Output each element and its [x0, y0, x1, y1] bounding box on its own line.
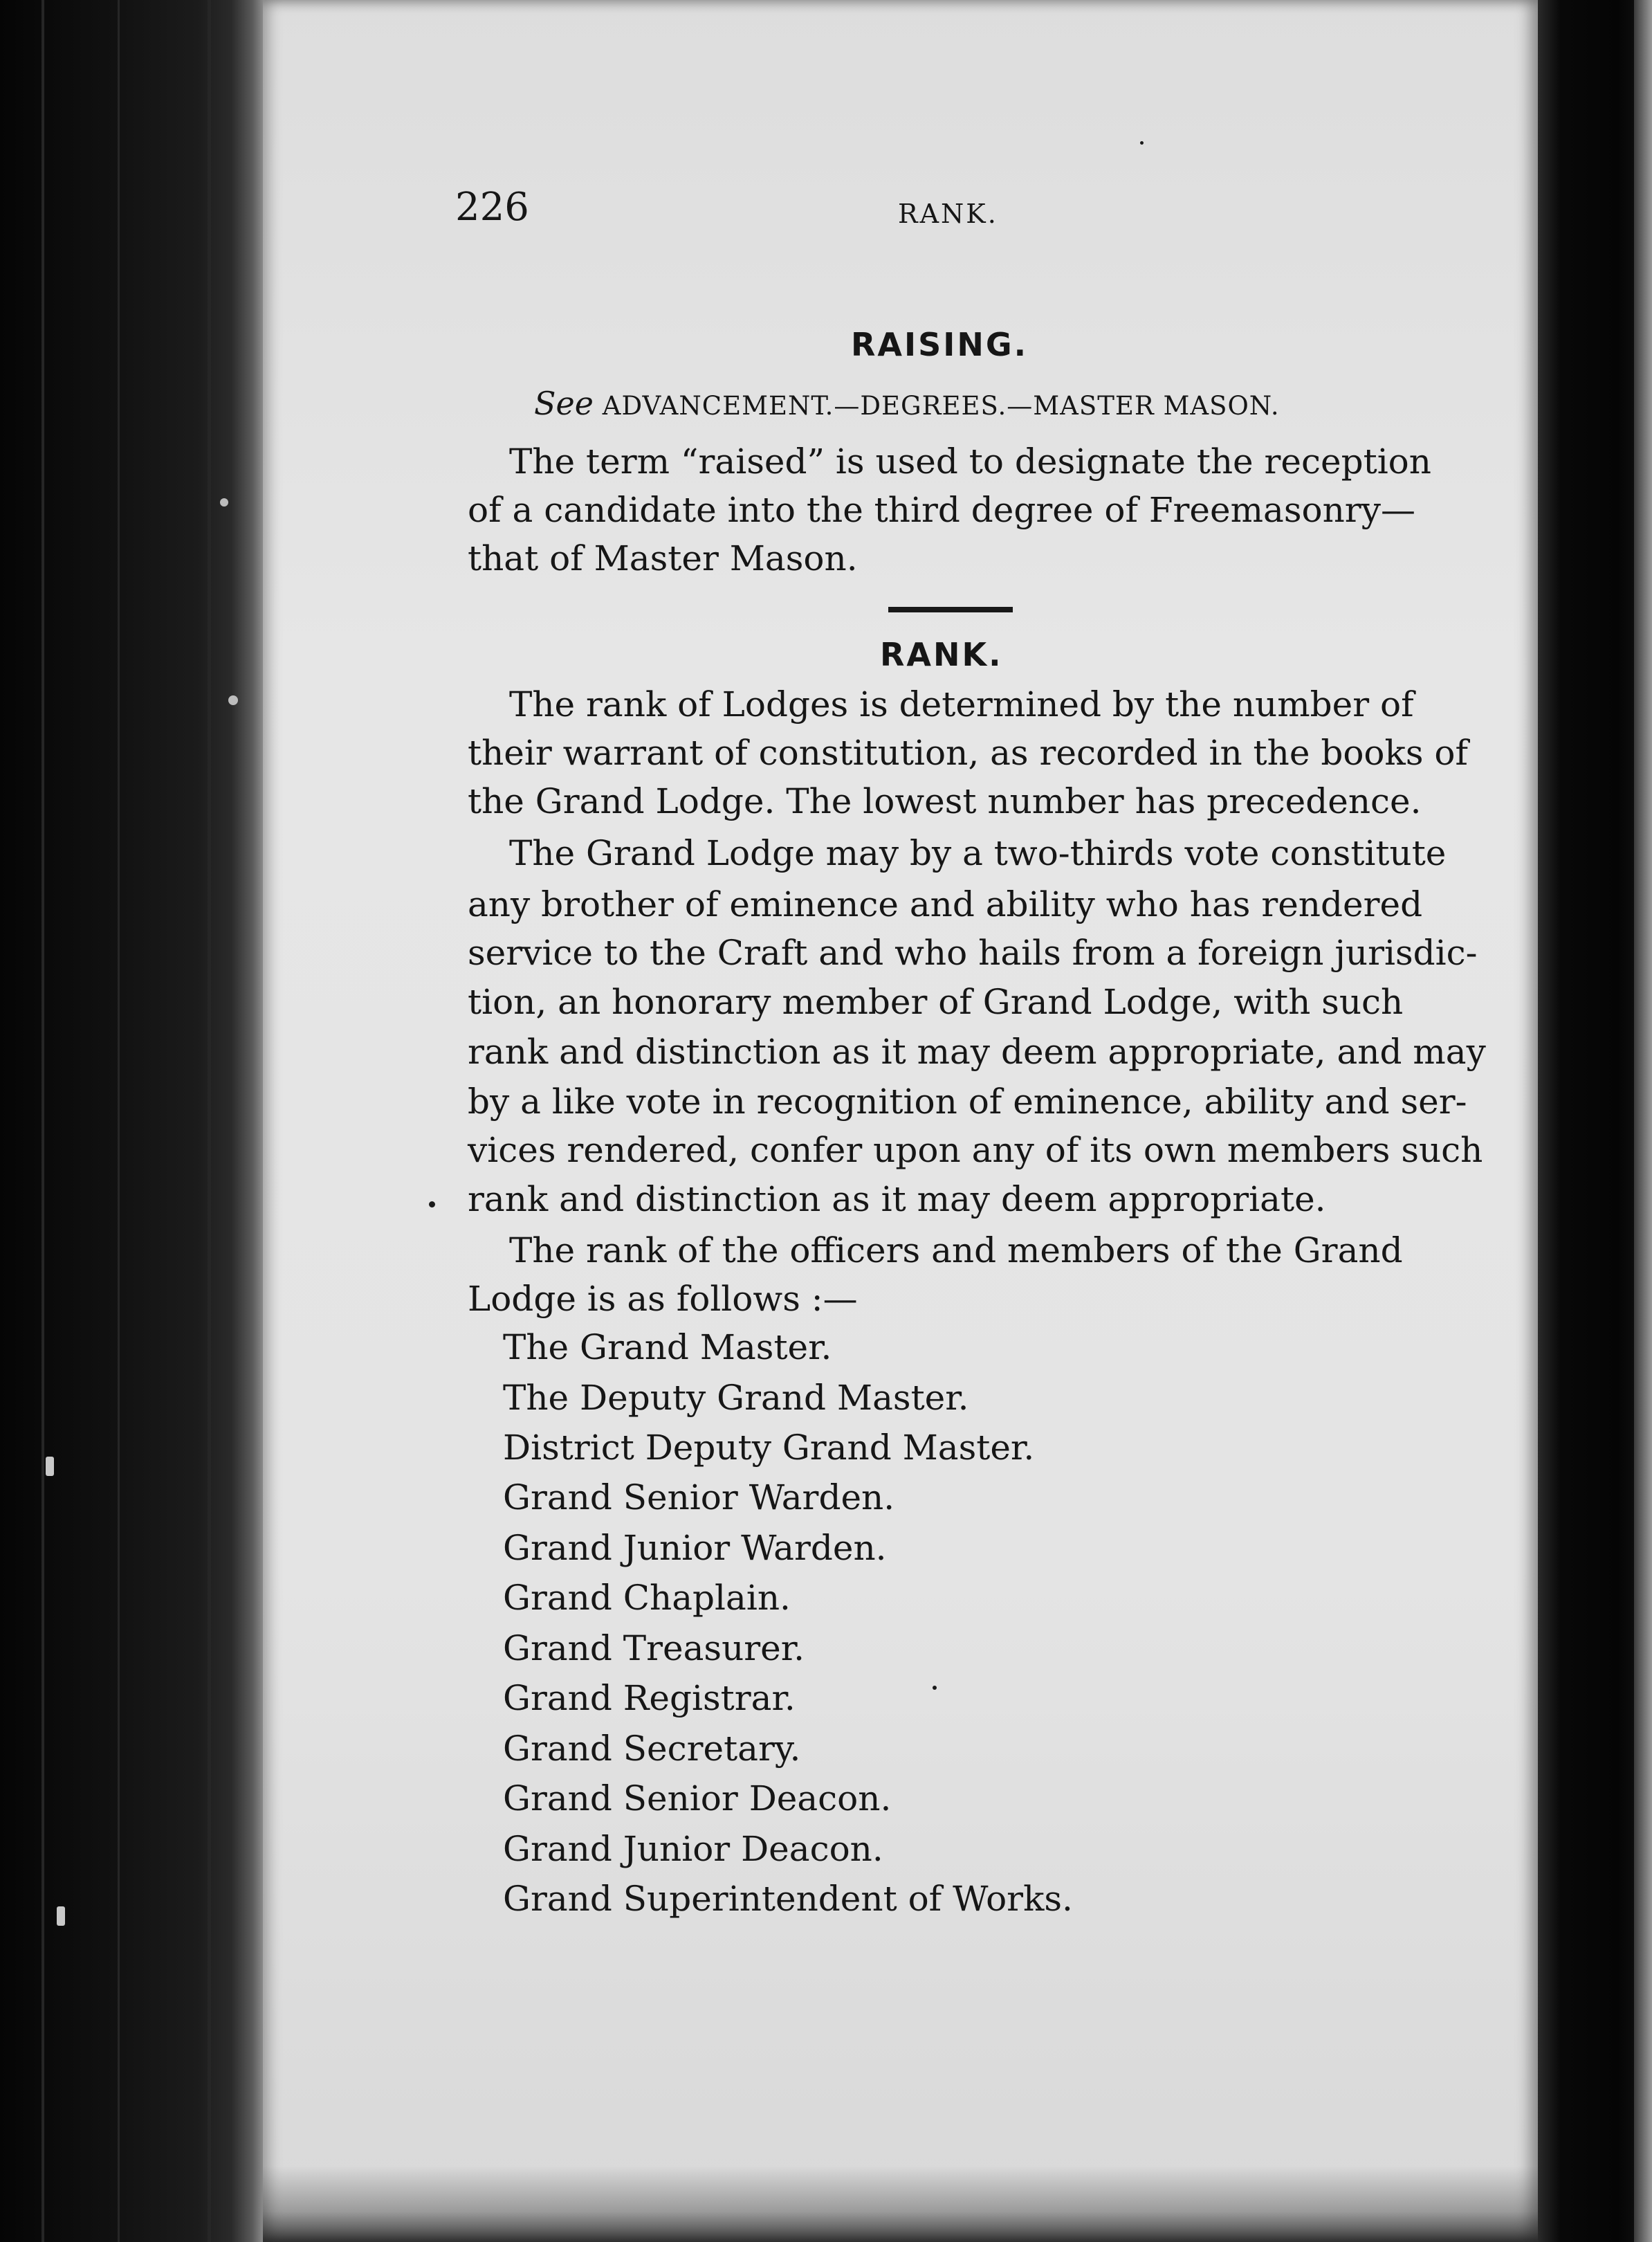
see-also-line — [534, 385, 1280, 422]
text-line: of a candidate into the third degree of Freemasonry— — [468, 490, 1415, 530]
text-line: vices rendered, confer upon any of its own members such — [468, 1130, 1483, 1170]
binding-streak — [118, 0, 120, 2242]
ink-speck — [933, 1686, 937, 1690]
see-prefix: See — [534, 385, 594, 422]
right-book-edge — [1538, 0, 1652, 2242]
officer-item: Grand Secretary. — [503, 1729, 801, 1769]
binding-speck — [220, 498, 228, 507]
next-page-sliver — [1634, 0, 1652, 2242]
officer-item: The Deputy Grand Master. — [503, 1378, 969, 1418]
page-bottom-shadow — [263, 2166, 1538, 2242]
page-number: 226 — [455, 185, 529, 230]
binding-streak — [42, 0, 44, 2242]
binding-speck — [228, 695, 238, 705]
text-line: that of Master Mason. — [468, 538, 858, 578]
section-divider — [888, 607, 1013, 612]
ink-speck — [1140, 141, 1144, 145]
text-line: The rank of Lodges is determined by the number of — [509, 684, 1414, 724]
section-heading: RANK. — [880, 636, 1003, 673]
text-line: The Grand Lodge may by a two-thirds vote constitute — [509, 833, 1447, 873]
text-line: their warrant of constitution, as recorded in the books of — [468, 733, 1468, 773]
officer-item: Grand Chaplain. — [503, 1578, 791, 1618]
text-line: rank and distinction as it may deem appropriate. — [468, 1179, 1326, 1219]
text-line: Lodge is as follows :— — [468, 1279, 858, 1319]
book-binding-edge — [0, 0, 263, 2242]
page-sheet — [263, 0, 1538, 2242]
text-line: The rank of the officers and members of the Grand — [509, 1230, 1403, 1270]
section-heading: RAISING. — [851, 326, 1029, 363]
see-references: ADVANCEMENT.—DEGREES.—MASTER MASON. — [602, 391, 1280, 421]
text-line: service to the Craft and who hails from a foreign jurisdic- — [468, 933, 1478, 973]
officer-item: District Deputy Grand Master. — [503, 1428, 1035, 1468]
ink-speck — [429, 1201, 435, 1207]
binding-speck — [57, 1906, 65, 1926]
text-line: rank and distinction as it may deem appropriate, and may — [468, 1032, 1486, 1072]
officer-item: The Grand Master. — [503, 1327, 832, 1367]
text-line: by a like vote in recognition of eminence, ability and ser- — [468, 1082, 1467, 1122]
officer-item: Grand Treasurer. — [503, 1628, 805, 1668]
officer-item: Grand Superintendent of Works. — [503, 1879, 1073, 1919]
binding-speck — [46, 1457, 54, 1476]
text-line: tion, an honorary member of Grand Lodge, with such — [468, 982, 1404, 1022]
binding-streak — [208, 0, 211, 2242]
text-line: any brother of eminence and ability who has rendered — [468, 884, 1423, 924]
officer-item: Grand Senior Warden. — [503, 1477, 895, 1518]
running-head-title: RANK. — [898, 199, 998, 229]
officer-item: Grand Junior Warden. — [503, 1528, 887, 1568]
officer-item: Grand Senior Deacon. — [503, 1778, 892, 1819]
officer-item: Grand Registrar. — [503, 1678, 796, 1718]
text-line: the Grand Lodge. The lowest number has precedence. — [468, 781, 1422, 821]
officer-item: Grand Junior Deacon. — [503, 1829, 883, 1869]
text-line: The term “raised” is used to designate the reception — [509, 441, 1431, 482]
